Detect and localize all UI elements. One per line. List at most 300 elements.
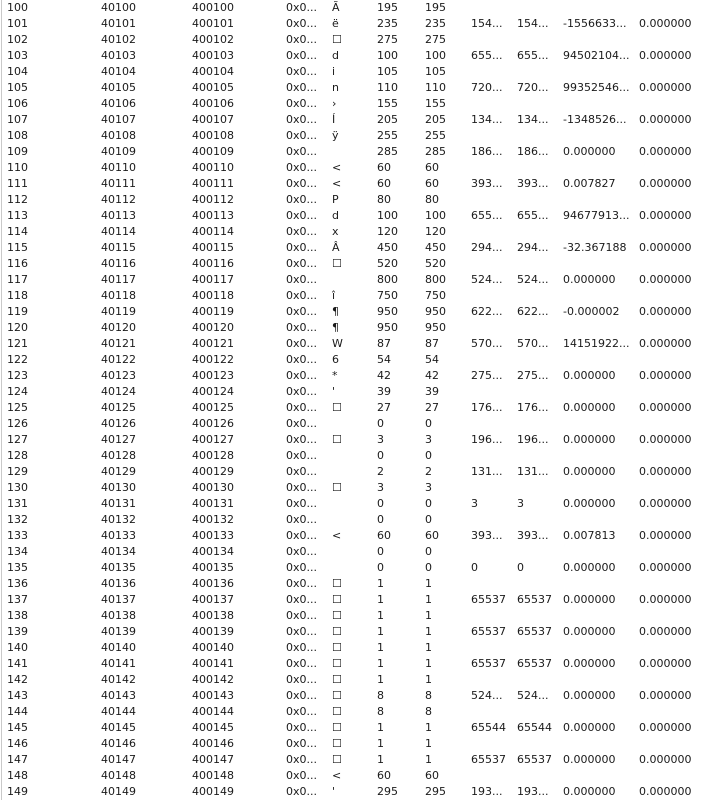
cell-val-b: 1 — [425, 577, 432, 590]
cell-id: 40117 — [101, 273, 136, 286]
cell-val-b: 0 — [425, 513, 432, 526]
table-row[interactable] — [0, 688, 706, 704]
cell-id: 40132 — [101, 513, 136, 526]
cell-code: 400128 — [192, 449, 234, 462]
cell-val-a: 1 — [377, 737, 384, 750]
cell-code: 400130 — [192, 481, 234, 494]
cell-num-a: 3 — [471, 497, 478, 510]
cell-code: 400107 — [192, 113, 234, 126]
cell-code: 400100 — [192, 1, 234, 14]
cell-val-a: 1 — [377, 641, 384, 654]
cell-hex: 0x0... — [286, 657, 317, 670]
table-row[interactable] — [0, 144, 706, 160]
cell-val-a: 450 — [377, 241, 398, 254]
cell-float-b: 0.000000 — [639, 49, 692, 62]
cell-code: 400137 — [192, 593, 234, 606]
cell-code: 400125 — [192, 401, 234, 414]
cell-val-a: 60 — [377, 177, 391, 190]
cell-code: 400132 — [192, 513, 234, 526]
cell-num-a: 186... — [471, 145, 503, 158]
cell-index: 142 — [7, 673, 28, 686]
cell-char: < — [332, 529, 342, 542]
cell-id: 40140 — [101, 641, 136, 654]
cell-val-a: 0 — [377, 513, 384, 526]
cell-index: 109 — [7, 145, 28, 158]
cell-val-b: 105 — [425, 65, 446, 78]
cell-hex: 0x0... — [286, 401, 317, 414]
cell-float-a: 0.000000 — [563, 753, 616, 766]
cell-num-b: 0 — [517, 561, 524, 574]
cell-char: ¶ — [332, 321, 339, 334]
cell-val-b: 1 — [425, 625, 432, 638]
cell-char: ☐ — [332, 257, 342, 270]
table-row[interactable] — [0, 528, 706, 544]
cell-code: 400121 — [192, 337, 234, 350]
cell-index: 119 — [7, 305, 28, 318]
cell-val-a: 39 — [377, 385, 391, 398]
cell-val-b: 1 — [425, 753, 432, 766]
cell-float-a: 0.007827 — [563, 177, 616, 190]
table-row[interactable] — [0, 640, 706, 656]
cell-code: 400112 — [192, 193, 234, 206]
cell-val-a: 800 — [377, 273, 398, 286]
cell-index: 117 — [7, 273, 28, 286]
cell-hex: 0x0... — [286, 321, 317, 334]
cell-index: 139 — [7, 625, 28, 638]
table-row[interactable] — [0, 160, 706, 176]
table-row[interactable] — [0, 256, 706, 272]
cell-val-a: 195 — [377, 1, 398, 14]
cell-id: 40133 — [101, 529, 136, 542]
cell-char: P — [332, 193, 339, 206]
cell-float-a: -32.367188 — [563, 241, 627, 254]
table-row[interactable] — [0, 224, 706, 240]
cell-hex: 0x0... — [286, 225, 317, 238]
cell-hex: 0x0... — [286, 465, 317, 478]
cell-char: i — [332, 65, 336, 78]
cell-hex: 0x0... — [286, 337, 317, 350]
cell-hex: 0x0... — [286, 433, 317, 446]
cell-char: ☐ — [332, 657, 342, 670]
cell-id: 40147 — [101, 753, 136, 766]
table-row[interactable] — [0, 784, 706, 800]
cell-id: 40141 — [101, 657, 136, 670]
cell-num-b: 570... — [517, 337, 549, 350]
cell-hex: 0x0... — [286, 209, 317, 222]
cell-num-a: 655... — [471, 49, 503, 62]
cell-id: 40146 — [101, 737, 136, 750]
table-row[interactable] — [0, 592, 706, 608]
cell-num-b: 196... — [517, 433, 549, 446]
table-row[interactable] — [0, 624, 706, 640]
cell-val-a: 0 — [377, 449, 384, 462]
table-row[interactable] — [0, 240, 706, 256]
cell-val-b: 0 — [425, 417, 432, 430]
cell-hex: 0x0... — [286, 417, 317, 430]
cell-hex: 0x0... — [286, 513, 317, 526]
cell-float-a: 0.000000 — [563, 625, 616, 638]
cell-float-b: 0.000000 — [639, 785, 692, 798]
cell-id: 40116 — [101, 257, 136, 270]
cell-hex: 0x0... — [286, 129, 317, 142]
cell-hex: 0x0... — [286, 65, 317, 78]
cell-float-b: 0.000000 — [639, 657, 692, 670]
cell-hex: 0x0... — [286, 721, 317, 734]
cell-index: 148 — [7, 769, 28, 782]
cell-val-b: 0 — [425, 561, 432, 574]
cell-float-a: 14151922... — [563, 337, 630, 350]
cell-id: 40103 — [101, 49, 136, 62]
cell-char: ☐ — [332, 577, 342, 590]
cell-val-b: 1 — [425, 641, 432, 654]
cell-index: 110 — [7, 161, 28, 174]
cell-char: W — [332, 337, 343, 350]
table-row[interactable] — [0, 384, 706, 400]
cell-index: 108 — [7, 129, 28, 142]
cell-float-b: 0.000000 — [639, 369, 692, 382]
cell-val-a: 3 — [377, 433, 384, 446]
cell-val-a: 100 — [377, 49, 398, 62]
cell-hex: 0x0... — [286, 561, 317, 574]
table-row[interactable] — [0, 432, 706, 448]
cell-val-a: 520 — [377, 257, 398, 270]
table-row[interactable] — [0, 288, 706, 304]
table-row[interactable] — [0, 400, 706, 416]
table-row[interactable] — [0, 704, 706, 720]
cell-char: ☐ — [332, 689, 342, 702]
table-row[interactable] — [0, 336, 706, 352]
cell-num-a: 655... — [471, 209, 503, 222]
cell-float-b: 0.000000 — [639, 721, 692, 734]
table-row[interactable] — [0, 96, 706, 112]
cell-id: 40100 — [101, 1, 136, 14]
table-row[interactable] — [0, 128, 706, 144]
cell-char: ¶ — [332, 305, 339, 318]
cell-val-b: 1 — [425, 609, 432, 622]
cell-num-a: 65537 — [471, 753, 506, 766]
cell-char: Í — [332, 113, 336, 126]
cell-code: 400139 — [192, 625, 234, 638]
cell-val-b: 205 — [425, 113, 446, 126]
cell-hex: 0x0... — [286, 385, 317, 398]
cell-char: ☐ — [332, 625, 342, 638]
cell-num-b: 65537 — [517, 625, 552, 638]
cell-float-b: 0.000000 — [639, 273, 692, 286]
cell-val-a: 235 — [377, 17, 398, 30]
cell-char: ☐ — [332, 721, 342, 734]
table-row[interactable] — [0, 64, 706, 80]
cell-id: 40118 — [101, 289, 136, 302]
cell-hex: 0x0... — [286, 609, 317, 622]
cell-float-a: 0.000000 — [563, 721, 616, 734]
cell-val-b: 295 — [425, 785, 446, 798]
table-row[interactable] — [0, 368, 706, 384]
table-row[interactable] — [0, 16, 706, 32]
cell-num-b: 154... — [517, 17, 549, 30]
cell-hex: 0x0... — [286, 17, 317, 30]
cell-id: 40142 — [101, 673, 136, 686]
cell-val-b: 275 — [425, 33, 446, 46]
cell-float-a: 0.000000 — [563, 785, 616, 798]
cell-index: 137 — [7, 593, 28, 606]
cell-val-b: 1 — [425, 657, 432, 670]
table-row[interactable] — [0, 112, 706, 128]
cell-code: 400106 — [192, 97, 234, 110]
cell-hex: 0x0... — [286, 545, 317, 558]
cell-index: 100 — [7, 1, 28, 14]
table-row[interactable] — [0, 736, 706, 752]
table-row[interactable] — [0, 80, 706, 96]
cell-hex: 0x0... — [286, 113, 317, 126]
table-row[interactable] — [0, 720, 706, 736]
table-row[interactable] — [0, 48, 706, 64]
cell-val-a: 205 — [377, 113, 398, 126]
cell-code: 400103 — [192, 49, 234, 62]
cell-val-a: 285 — [377, 145, 398, 158]
cell-id: 40119 — [101, 305, 136, 318]
cell-code: 400120 — [192, 321, 234, 334]
table-row[interactable] — [0, 352, 706, 368]
cell-hex: 0x0... — [286, 673, 317, 686]
cell-num-a: 570... — [471, 337, 503, 350]
table-row[interactable] — [0, 32, 706, 48]
cell-char: ☐ — [332, 33, 342, 46]
cell-char: î — [332, 289, 336, 302]
cell-index: 127 — [7, 433, 28, 446]
cell-val-b: 235 — [425, 17, 446, 30]
cell-code: 400123 — [192, 369, 234, 382]
cell-index: 141 — [7, 657, 28, 670]
table-row[interactable] — [0, 448, 706, 464]
cell-num-b: 275... — [517, 369, 549, 382]
cell-num-b: 622... — [517, 305, 549, 318]
cell-val-a: 1 — [377, 609, 384, 622]
cell-char: n — [332, 81, 339, 94]
cell-index: 149 — [7, 785, 28, 798]
cell-num-b: 65537 — [517, 657, 552, 670]
cell-hex: 0x0... — [286, 705, 317, 718]
cell-val-a: 105 — [377, 65, 398, 78]
cell-code: 400147 — [192, 753, 234, 766]
cell-val-b: 155 — [425, 97, 446, 110]
cell-num-a: 65537 — [471, 625, 506, 638]
table-row[interactable] — [0, 416, 706, 432]
cell-val-a: 1 — [377, 625, 384, 638]
cell-val-b: 60 — [425, 529, 439, 542]
table-row[interactable] — [0, 208, 706, 224]
cell-index: 134 — [7, 545, 28, 558]
table-row[interactable] — [0, 480, 706, 496]
cell-num-a: 393... — [471, 177, 503, 190]
cell-num-a: 0 — [471, 561, 478, 574]
cell-id: 40113 — [101, 209, 136, 222]
cell-index: 136 — [7, 577, 28, 590]
table-row[interactable] — [0, 192, 706, 208]
cell-val-b: 3 — [425, 433, 432, 446]
cell-num-a: 154... — [471, 17, 503, 30]
table-row[interactable] — [0, 576, 706, 592]
cell-val-a: 110 — [377, 81, 398, 94]
cell-hex: 0x0... — [286, 241, 317, 254]
cell-hex: 0x0... — [286, 161, 317, 174]
cell-id: 40112 — [101, 193, 136, 206]
cell-id: 40115 — [101, 241, 136, 254]
cell-code: 400105 — [192, 81, 234, 94]
cell-id: 40120 — [101, 321, 136, 334]
cell-index: 135 — [7, 561, 28, 574]
cell-id: 40109 — [101, 145, 136, 158]
cell-float-b: 0.000000 — [639, 529, 692, 542]
cell-code: 400101 — [192, 17, 234, 30]
cell-char: ☐ — [332, 673, 342, 686]
cell-num-a: 524... — [471, 273, 503, 286]
cell-hex: 0x0... — [286, 769, 317, 782]
table-row[interactable] — [0, 608, 706, 624]
cell-code: 400135 — [192, 561, 234, 574]
cell-val-b: 950 — [425, 305, 446, 318]
cell-num-b: 720... — [517, 81, 549, 94]
cell-code: 400114 — [192, 225, 234, 238]
cell-char: ' — [332, 385, 336, 398]
cell-index: 133 — [7, 529, 28, 542]
cell-index: 101 — [7, 17, 28, 30]
table-row[interactable] — [0, 464, 706, 480]
cell-val-a: 120 — [377, 225, 398, 238]
cell-hex: 0x0... — [286, 81, 317, 94]
cell-val-a: 275 — [377, 33, 398, 46]
cell-hex: 0x0... — [286, 305, 317, 318]
cell-code: 400148 — [192, 769, 234, 782]
cell-hex: 0x0... — [286, 369, 317, 382]
cell-index: 118 — [7, 289, 28, 302]
cell-float-a: 0.007813 — [563, 529, 616, 542]
cell-hex: 0x0... — [286, 753, 317, 766]
cell-float-b: 0.000000 — [639, 689, 692, 702]
cell-hex: 0x0... — [286, 353, 317, 366]
cell-val-b: 800 — [425, 273, 446, 286]
table-row[interactable] — [0, 304, 706, 320]
cell-num-a: 524... — [471, 689, 503, 702]
table-row[interactable] — [0, 0, 706, 16]
table-row[interactable] — [0, 672, 706, 688]
cell-float-a: 0.000000 — [563, 369, 616, 382]
cell-hex: 0x0... — [286, 577, 317, 590]
cell-num-b: 193... — [517, 785, 549, 798]
cell-id: 40125 — [101, 401, 136, 414]
table-row[interactable] — [0, 272, 706, 288]
cell-num-b: 393... — [517, 529, 549, 542]
cell-char: › — [332, 97, 337, 110]
cell-index: 143 — [7, 689, 28, 702]
cell-index: 121 — [7, 337, 28, 350]
cell-num-a: 131... — [471, 465, 503, 478]
cell-code: 400110 — [192, 161, 234, 174]
cell-val-b: 60 — [425, 769, 439, 782]
cell-char: ÿ — [332, 129, 339, 142]
cell-num-b: 176... — [517, 401, 549, 414]
table-row[interactable] — [0, 496, 706, 512]
cell-hex: 0x0... — [286, 273, 317, 286]
table-row[interactable] — [0, 176, 706, 192]
table-row[interactable] — [0, 320, 706, 336]
cell-hex: 0x0... — [286, 49, 317, 62]
cell-val-a: 60 — [377, 161, 391, 174]
cell-index: 125 — [7, 401, 28, 414]
cell-val-b: 255 — [425, 129, 446, 142]
cell-code: 400102 — [192, 33, 234, 46]
cell-char: Ã — [332, 1, 340, 14]
cell-code: 400117 — [192, 273, 234, 286]
cell-val-b: 42 — [425, 369, 439, 382]
cell-float-a: 0.000000 — [563, 689, 616, 702]
table-row[interactable] — [0, 656, 706, 672]
cell-val-b: 1 — [425, 737, 432, 750]
cell-float-a: 0.000000 — [563, 433, 616, 446]
cell-id: 40122 — [101, 353, 136, 366]
cell-float-b: 0.000000 — [639, 497, 692, 510]
table-row[interactable] — [0, 560, 706, 576]
cell-index: 104 — [7, 65, 28, 78]
cell-val-b: 0 — [425, 545, 432, 558]
cell-hex: 0x0... — [286, 641, 317, 654]
cell-num-a: 65544 — [471, 721, 506, 734]
cell-float-a: 0.000000 — [563, 465, 616, 478]
cell-float-b: 0.000000 — [639, 113, 692, 126]
cell-val-b: 1 — [425, 593, 432, 606]
cell-float-b: 0.000000 — [639, 625, 692, 638]
cell-val-a: 1 — [377, 593, 384, 606]
cell-val-a: 100 — [377, 209, 398, 222]
cell-val-a: 750 — [377, 289, 398, 302]
cell-id: 40110 — [101, 161, 136, 174]
cell-index: 120 — [7, 321, 28, 334]
cell-num-b: 134... — [517, 113, 549, 126]
cell-float-a: -0.000002 — [563, 305, 620, 318]
table-row[interactable] — [0, 512, 706, 528]
cell-code: 400104 — [192, 65, 234, 78]
cell-float-a: -1348526... — [563, 113, 627, 126]
cell-code: 400133 — [192, 529, 234, 542]
cell-num-b: 294... — [517, 241, 549, 254]
table-row[interactable] — [0, 544, 706, 560]
cell-code: 400115 — [192, 241, 234, 254]
cell-index: 146 — [7, 737, 28, 750]
cell-num-a: 294... — [471, 241, 503, 254]
cell-index: 140 — [7, 641, 28, 654]
cell-id: 40124 — [101, 385, 136, 398]
cell-id: 40128 — [101, 449, 136, 462]
cell-float-b: 0.000000 — [639, 561, 692, 574]
cell-code: 400116 — [192, 257, 234, 270]
cell-float-a: 0.000000 — [563, 401, 616, 414]
cell-val-a: 8 — [377, 689, 384, 702]
cell-val-a: 950 — [377, 321, 398, 334]
cell-num-b: 65544 — [517, 721, 552, 734]
table-row[interactable] — [0, 752, 706, 768]
cell-num-a: 193... — [471, 785, 503, 798]
cell-index: 103 — [7, 49, 28, 62]
cell-char: ☐ — [332, 593, 342, 606]
cell-float-a: 0.000000 — [563, 273, 616, 286]
cell-code: 400122 — [192, 353, 234, 366]
cell-num-b: 3 — [517, 497, 524, 510]
cell-id: 40149 — [101, 785, 136, 798]
cell-float-b: 0.000000 — [639, 177, 692, 190]
cell-code: 400118 — [192, 289, 234, 302]
cell-hex: 0x0... — [286, 145, 317, 158]
cell-id: 40137 — [101, 593, 136, 606]
table-row[interactable] — [0, 768, 706, 784]
